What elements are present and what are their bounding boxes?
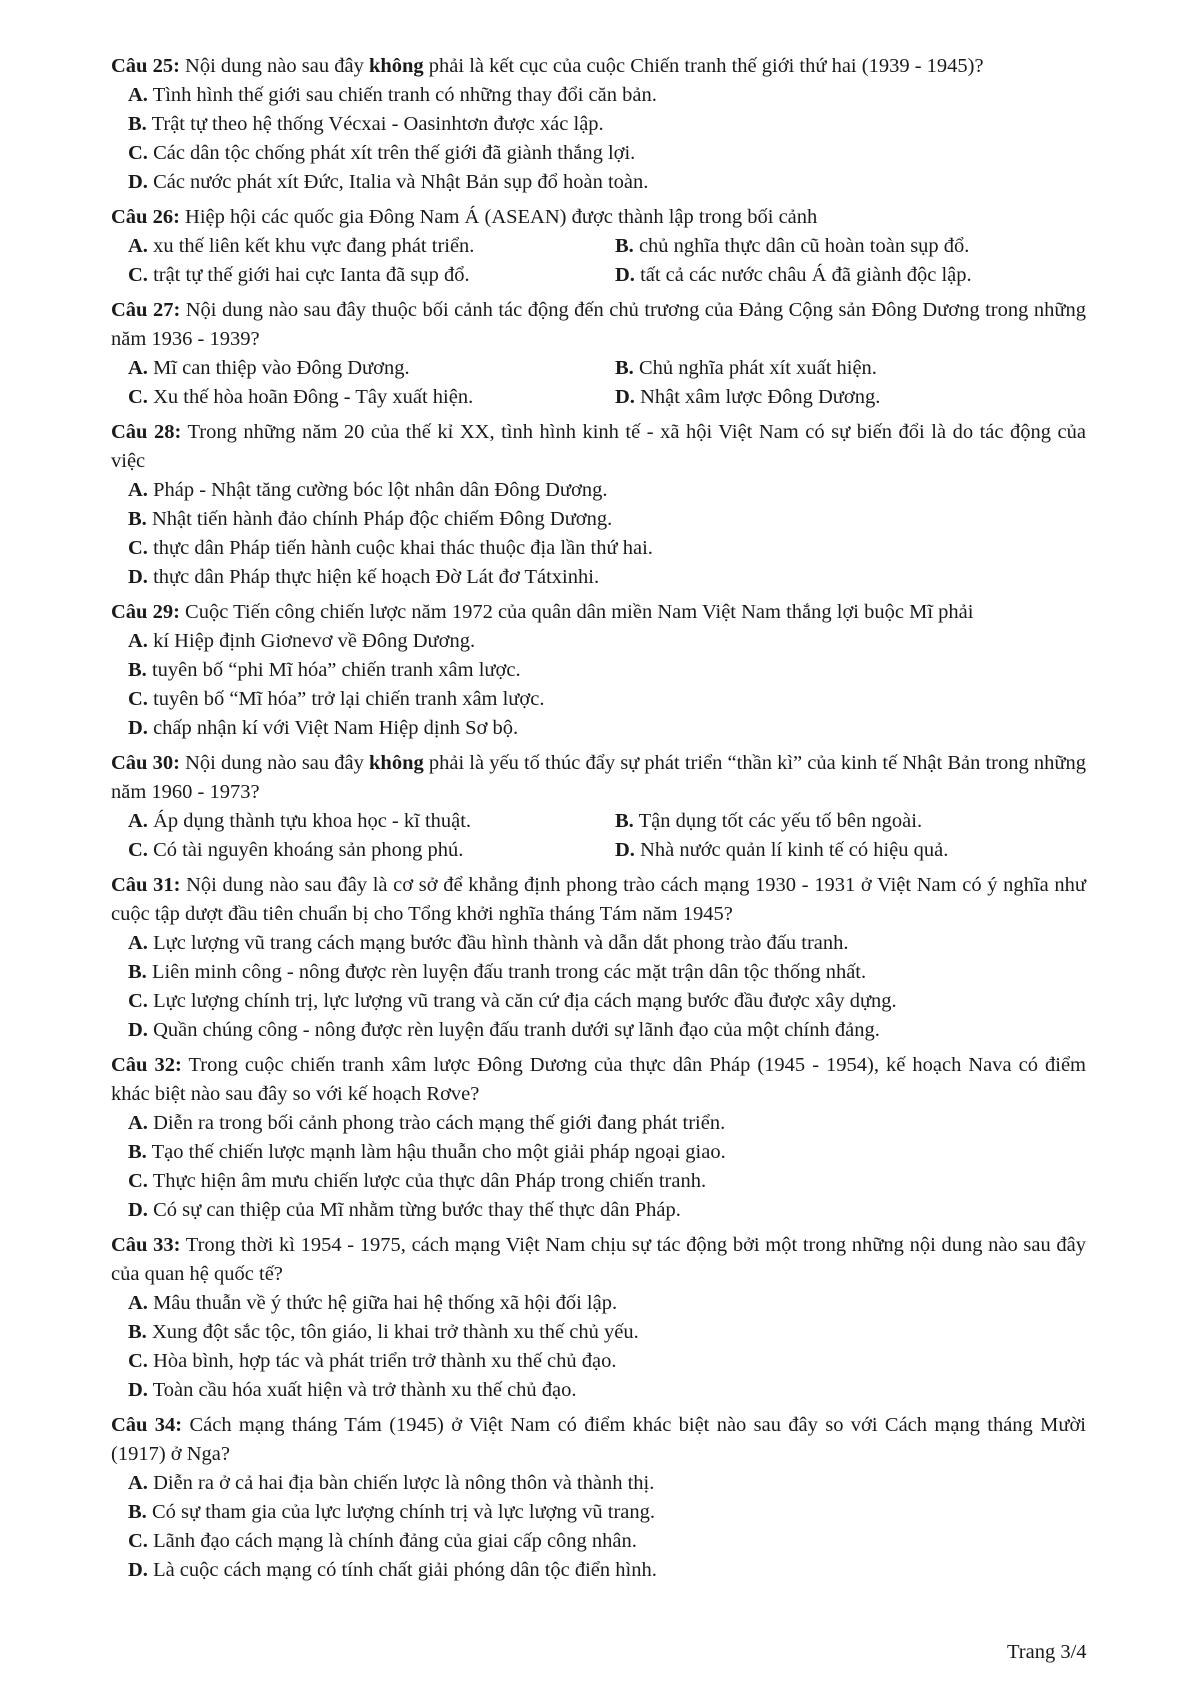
- option-text: Trật tự theo hệ thống Vécxai - Oasinhtơn được xác lập.: [151, 113, 604, 135]
- option-row: [128, 836, 1086, 865]
- answer-option: [128, 929, 1086, 958]
- option-text: tuyên bố “phi Mĩ hóa” chiến tranh xâm lược.: [151, 659, 521, 681]
- question-stem: [111, 418, 1086, 476]
- option-text: Các dân tộc chống phát xít trên thế giới đã giành thắng lợi.: [153, 142, 636, 164]
- question-stem: [111, 1051, 1086, 1109]
- option-letter: D.: [128, 717, 148, 739]
- question-block: [111, 203, 1086, 290]
- option-letter: D.: [615, 264, 635, 286]
- option-letter: B.: [615, 235, 634, 257]
- option-text: Có tài nguyên khoáng sản phong phú.: [153, 839, 464, 861]
- option-letter: B.: [128, 508, 147, 530]
- option-letter: D.: [128, 1559, 148, 1581]
- answer-option: [128, 81, 1086, 110]
- question-text: Trong những năm 20 của thế kỉ XX, tình hình kinh tế - xã hội Việt Nam có sự biến đổi là do tác động của việc: [111, 421, 1086, 472]
- option-letter: C.: [128, 1350, 148, 1372]
- answer-option: [128, 1347, 1086, 1376]
- option-letter: B.: [128, 113, 147, 135]
- option-letter: D.: [128, 1199, 148, 1221]
- answer-option: [128, 168, 1086, 197]
- option-letter: D.: [128, 1379, 148, 1401]
- option-text: chủ nghĩa thực dân cũ hoàn toàn sụp đổ.: [638, 235, 970, 257]
- answer-options: [111, 1289, 1086, 1405]
- question-number: Câu 30:: [111, 752, 180, 774]
- option-row: [128, 232, 1086, 261]
- answer-option: [128, 1289, 1086, 1318]
- option-letter: D.: [128, 1019, 148, 1041]
- option-letter: C.: [128, 264, 148, 286]
- question-block: [111, 52, 1086, 197]
- question-number: Câu 28:: [111, 421, 182, 443]
- answer-option: [128, 958, 1086, 987]
- answer-option: [128, 1527, 1086, 1556]
- option-row: [128, 383, 1086, 412]
- question-number: Câu 34:: [111, 1414, 183, 1436]
- option-letter: C.: [128, 1170, 148, 1192]
- question-block: [111, 598, 1086, 743]
- answer-option: [128, 685, 1086, 714]
- option-text: Hòa bình, hợp tác và phát triển trở thành xu thế chủ đạo.: [153, 1350, 617, 1372]
- option-text: Có sự tham gia của lực lượng chính trị và lực lượng vũ trang.: [151, 1501, 656, 1523]
- option-text: Tạo thế chiến lược mạnh làm hậu thuẫn cho một giải pháp ngoại giao.: [151, 1141, 726, 1163]
- page-number: Trang 3/4: [1007, 1641, 1087, 1663]
- option-text: Quần chúng công - nông được rèn luyện đấu tranh dưới sự lãnh đạo của một chính đảng.: [153, 1019, 880, 1041]
- question-text: Cuộc Tiến công chiến lược năm 1972 của quân dân miền Nam Việt Nam thắng lợi buộc Mĩ phải: [185, 601, 974, 623]
- option-letter: C.: [128, 386, 148, 408]
- question-stem: [111, 1231, 1086, 1289]
- answer-options: [111, 1469, 1086, 1585]
- option-letter: B.: [128, 1501, 147, 1523]
- question-number: Câu 33:: [111, 1234, 181, 1256]
- option-letter: A.: [128, 357, 148, 379]
- option-letter: D.: [128, 566, 148, 588]
- answer-options: [111, 232, 1086, 290]
- answer-option: [128, 261, 615, 290]
- question-text: Trong cuộc chiến tranh xâm lược Đông Dương của thực dân Pháp (1945 - 1954), kế hoạch Nava có điểm khác biệt nào sau đây so với kế hoạch Rơve?: [111, 1054, 1086, 1105]
- question-text: Nội dung nào sau đây là cơ sở để khẳng định phong trào cách mạng 1930 - 1931 ở Việt Nam có ý nghĩa như cuộc tập dượt đầu tiên chuẩn bị cho Tổng khởi nghĩa tháng Tám năm 1945?: [111, 874, 1086, 925]
- option-text: Tận dụng tốt các yếu tố bên ngoài.: [638, 810, 923, 832]
- option-text: xu thế liên kết khu vực đang phát triển.: [153, 235, 475, 257]
- option-text: Nhật tiến hành đảo chính Pháp độc chiếm Đông Dương.: [151, 508, 613, 530]
- option-text: Lực lượng chính trị, lực lượng vũ trang và căn cứ địa cách mạng bước đầu được xây dựng.: [153, 990, 897, 1012]
- answer-options: [111, 1109, 1086, 1225]
- option-text: Các nước phát xít Đức, Italia và Nhật Bản sụp đổ hoàn toàn.: [153, 171, 649, 193]
- option-text: tất cả các nước châu Á đã giành độc lập.: [640, 264, 972, 286]
- question-block: [111, 418, 1086, 592]
- option-text: Liên minh công - nông được rèn luyện đấu tranh trong các mặt trận dân tộc thống nhất.: [151, 961, 867, 983]
- answer-option: [128, 1318, 1086, 1347]
- option-row: [128, 807, 1086, 836]
- option-letter: B.: [615, 810, 634, 832]
- answer-option: [615, 807, 922, 836]
- question-block: [111, 1051, 1086, 1225]
- question-stem: [111, 296, 1086, 354]
- answer-options: [111, 929, 1086, 1045]
- answer-options: [111, 81, 1086, 197]
- answer-option: [128, 232, 615, 261]
- answer-option: [615, 383, 880, 412]
- question-stem: [111, 1411, 1086, 1469]
- question-text: Hiệp hội các quốc gia Đông Nam Á (ASEAN) được thành lập trong bối cảnh: [185, 206, 818, 228]
- answer-option: [615, 836, 948, 865]
- option-text: Xung đột sắc tộc, tôn giáo, li khai trở thành xu thế chủ yếu.: [151, 1321, 639, 1343]
- answer-option: [128, 836, 615, 865]
- answer-option: [128, 1138, 1086, 1167]
- question-text-continued: phải là yếu tố thúc đẩy sự phát triển “thần kì” của kinh tế Nhật Bản trong những năm 1960 - 1973?: [111, 752, 1086, 803]
- answer-option: [128, 1016, 1086, 1045]
- option-text: Lãnh đạo cách mạng là chính đảng của giai cấp công nhân.: [153, 1530, 637, 1552]
- question-stem: [111, 598, 1086, 627]
- answer-options: [111, 627, 1086, 743]
- answer-option: [128, 1196, 1086, 1225]
- answer-option: [128, 505, 1086, 534]
- option-text: Thực hiện âm mưu chiến lược của thực dân Pháp trong chiến tranh.: [152, 1170, 707, 1192]
- answer-option: [128, 656, 1086, 685]
- question-text: Cách mạng tháng Tám (1945) ở Việt Nam có điểm khác biệt nào sau đây so với Cách mạng tháng Mười (1917) ở Nga?: [111, 1414, 1087, 1465]
- question-block: [111, 749, 1086, 865]
- option-text: Có sự can thiệp của Mĩ nhằm từng bước thay thế thực dân Pháp.: [153, 1199, 681, 1221]
- question-block: [111, 296, 1086, 412]
- answer-option: [128, 563, 1086, 592]
- answer-option: [128, 110, 1086, 139]
- answer-option: [615, 232, 969, 261]
- option-letter: C.: [128, 990, 148, 1012]
- answer-option: [128, 139, 1086, 168]
- option-letter: C.: [128, 537, 148, 559]
- answer-option: [128, 1109, 1086, 1138]
- answer-option: [128, 1469, 1086, 1498]
- option-letter: C.: [128, 142, 148, 164]
- option-text: Mâu thuẫn về ý thức hệ giữa hai hệ thống xã hội đối lập.: [153, 1292, 618, 1314]
- option-letter: C.: [128, 1530, 148, 1552]
- option-letter: A.: [128, 1472, 148, 1494]
- answer-option: [128, 1556, 1086, 1585]
- question-text: Trong thời kì 1954 - 1975, cách mạng Việt Nam chịu sự tác động bởi một trong những nội dung nào sau đây của quan hệ quốc tế?: [111, 1234, 1086, 1285]
- answer-options: [111, 476, 1086, 592]
- option-row: [128, 354, 1086, 383]
- answer-option: [128, 383, 615, 412]
- option-letter: A.: [128, 932, 148, 954]
- question-block: [111, 871, 1086, 1045]
- option-letter: D.: [615, 386, 635, 408]
- option-row: [128, 261, 1086, 290]
- answer-option: [615, 354, 877, 383]
- question-number: Câu 26:: [111, 206, 180, 228]
- option-text: Toàn cầu hóa xuất hiện và trở thành xu thế chủ đạo.: [152, 1379, 577, 1401]
- option-text: Nhà nước quản lí kinh tế có hiệu quả.: [640, 839, 949, 861]
- question-number: Câu 29:: [111, 601, 180, 623]
- question-text: Nội dung nào sau đây: [185, 752, 370, 774]
- option-text: chấp nhận kí với Việt Nam Hiệp dịnh Sơ bộ.: [153, 717, 519, 739]
- option-letter: D.: [128, 171, 148, 193]
- option-text: kí Hiệp định Giơnevơ về Đông Dương.: [153, 630, 476, 652]
- question-number: Câu 27:: [111, 299, 181, 321]
- option-letter: A.: [128, 84, 148, 106]
- option-letter: A.: [128, 630, 148, 652]
- option-letter: B.: [128, 1141, 147, 1163]
- option-text: Diễn ra ở cả hai địa bàn chiến lược là nông thôn và thành thị.: [153, 1472, 655, 1494]
- answer-option: [128, 627, 1086, 656]
- option-text: Áp dụng thành tựu khoa học - kĩ thuật.: [153, 810, 472, 832]
- option-letter: B.: [128, 1321, 147, 1343]
- question-emphasis: không: [368, 55, 424, 77]
- option-text: Là cuộc cách mạng có tính chất giải phóng dân tộc điển hình.: [153, 1559, 657, 1581]
- option-text: Diễn ra trong bối cảnh phong trào cách mạng thế giới đang phát triển.: [153, 1112, 726, 1134]
- question-stem: [111, 52, 1086, 81]
- answer-option: [128, 1167, 1086, 1196]
- question-block: [111, 1411, 1086, 1585]
- option-text: Pháp - Nhật tăng cường bóc lột nhân dân Đông Dương.: [153, 479, 608, 501]
- answer-option: [128, 534, 1086, 563]
- question-number: Câu 31:: [111, 874, 181, 896]
- question-stem: [111, 203, 1086, 232]
- answer-option: [128, 1376, 1086, 1405]
- answer-option: [128, 1498, 1086, 1527]
- answer-options: [111, 354, 1086, 412]
- option-letter: B.: [128, 961, 147, 983]
- option-letter: B.: [615, 357, 634, 379]
- option-letter: A.: [128, 479, 148, 501]
- option-letter: C.: [128, 688, 148, 710]
- option-letter: D.: [615, 839, 635, 861]
- option-text: tuyên bố “Mĩ hóa” trở lại chiến tranh xâm lược.: [153, 688, 545, 710]
- question-block: [111, 1231, 1086, 1405]
- option-text: Chủ nghĩa phát xít xuất hiện.: [638, 357, 877, 379]
- option-letter: B.: [128, 659, 147, 681]
- option-letter: A.: [128, 1292, 148, 1314]
- question-text-continued: phải là kết cục của cuộc Chiến tranh thế giới thứ hai (1939 - 1945)?: [423, 55, 984, 77]
- question-number: Câu 32:: [111, 1054, 182, 1076]
- answer-options: [111, 807, 1086, 865]
- option-letter: A.: [128, 1112, 148, 1134]
- option-text: Nhật xâm lược Đông Dương.: [640, 386, 881, 408]
- option-letter: C.: [128, 839, 148, 861]
- question-text: Nội dung nào sau đây: [185, 55, 369, 77]
- answer-option: [128, 476, 1086, 505]
- option-letter: A.: [128, 235, 148, 257]
- option-text: Lực lượng vũ trang cách mạng bước đầu hình thành và dẫn dắt phong trào đấu tranh.: [153, 932, 849, 954]
- question-number: Câu 25:: [111, 55, 180, 77]
- option-text: Xu thế hòa hoãn Đông - Tây xuất hiện.: [153, 386, 474, 408]
- option-text: thực dân Pháp tiến hành cuộc khai thác thuộc địa lần thứ hai.: [153, 537, 653, 559]
- answer-option: [128, 987, 1086, 1016]
- answer-option: [128, 807, 615, 836]
- answer-option: [128, 714, 1086, 743]
- option-text: trật tự thế giới hai cực Ianta đã sụp đổ.: [153, 264, 470, 286]
- question-list: [111, 52, 1086, 1591]
- answer-option: [128, 354, 615, 383]
- question-text: Nội dung nào sau đây thuộc bối cảnh tác động đến chủ trương của Đảng Cộng sản Đông Dương trong những năm 1936 - 1939?: [111, 299, 1086, 350]
- option-text: Tình hình thế giới sau chiến tranh có những thay đổi căn bản.: [152, 84, 657, 106]
- option-text: Mĩ can thiệp vào Đông Dương.: [153, 357, 410, 379]
- question-emphasis: không: [369, 752, 424, 774]
- answer-option: [615, 261, 972, 290]
- question-stem: [111, 749, 1086, 807]
- question-stem: [111, 871, 1086, 929]
- option-letter: A.: [128, 810, 148, 832]
- option-text: thực dân Pháp thực hiện kế hoạch Đờ Lát đơ Tátxinhi.: [153, 566, 600, 588]
